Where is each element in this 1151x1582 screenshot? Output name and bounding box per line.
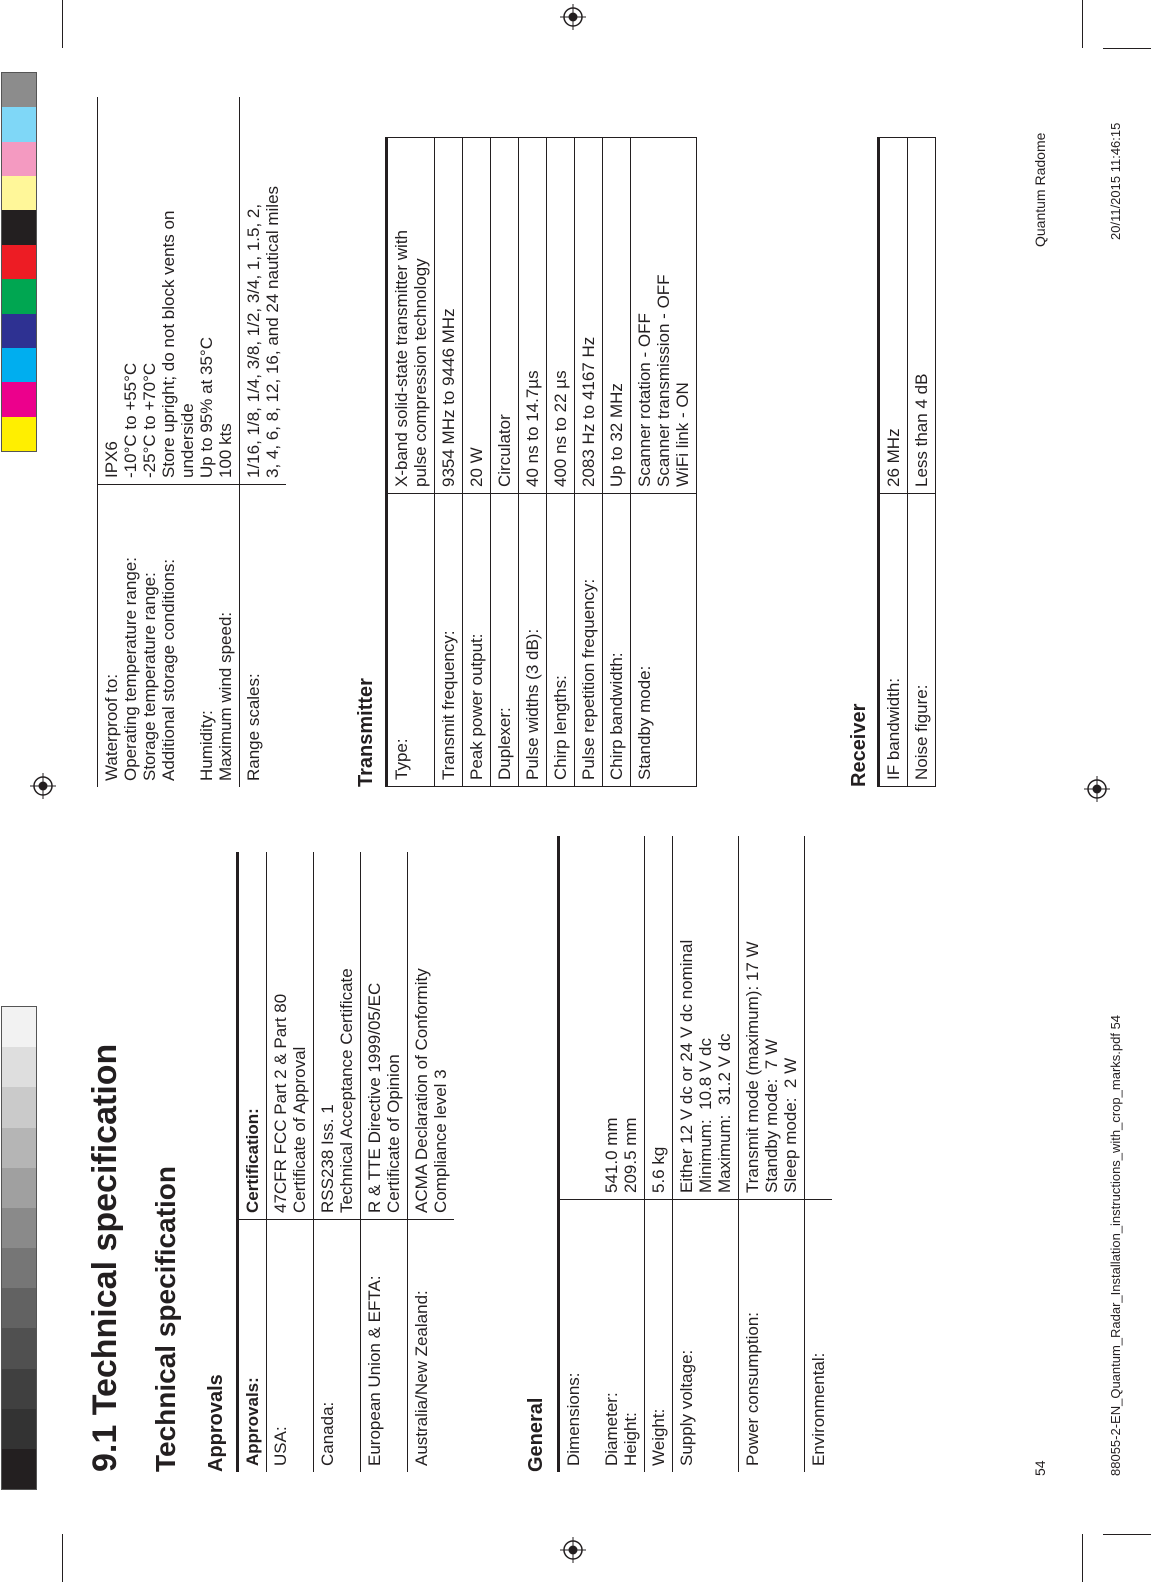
row-value: RSS238 Iss. 1 Technical Acceptance Certificate xyxy=(318,968,356,1213)
receiver-table xyxy=(877,137,936,787)
table-cell xyxy=(805,1200,833,1473)
table-cell xyxy=(240,97,287,485)
table-cell xyxy=(575,138,603,494)
row-label: Peak power output: xyxy=(467,633,486,780)
receiver-heading: Receiver xyxy=(848,703,870,787)
print-timestamp: 20/11/2015 11:46:15 xyxy=(1108,122,1123,240)
table-cell xyxy=(463,494,491,787)
row-label: Power consumption: xyxy=(743,1311,762,1466)
row-label: European Union & EFTA: xyxy=(365,1275,384,1466)
table-cell xyxy=(879,494,908,787)
row-label: Chirp lengths: xyxy=(551,675,570,780)
row-value: 1/16, 1/8, 1/4, 3/8, 1/2, 3/4, 1, 1.5, 2, 3, 4, 6, 8, 12, 16, and 24 nautical miles xyxy=(244,185,282,478)
row-label: USA: xyxy=(271,1426,290,1466)
table-cell xyxy=(879,138,908,494)
table-cell xyxy=(645,836,673,1200)
row-value: 47CFR FCC Part 2 & Part 80 Certificate of Approval xyxy=(271,993,309,1213)
row-value: Less than 4 dB xyxy=(912,373,931,487)
table-cell xyxy=(519,138,547,494)
table-cell xyxy=(491,494,519,787)
row-value: R & TTE Directive 1999/05/EC Certificate of Opinion xyxy=(365,982,403,1213)
row-value: Up to 32 MHz xyxy=(607,383,626,487)
row-value: 5.6 kg xyxy=(649,1146,668,1193)
transmitter-table xyxy=(385,137,697,787)
table-cell xyxy=(98,485,240,788)
row-label: Duplexer: xyxy=(495,707,514,780)
table-cell xyxy=(238,1220,267,1473)
approvals-header-value: Certification: xyxy=(243,1108,262,1213)
table-cell xyxy=(98,97,240,485)
general-table-continued xyxy=(97,97,286,787)
row-value: 26 MHz xyxy=(884,428,903,487)
row-value: 400 ns to 22 µs xyxy=(551,370,570,487)
row-value: X-band solid-state transmitter with pulse compression technology xyxy=(392,230,430,487)
table-cell xyxy=(547,494,575,787)
table-cell xyxy=(267,1220,314,1473)
row-label: Pulse widths (3 dB): xyxy=(523,628,542,780)
general-table xyxy=(557,836,832,1472)
row-label: Noise figure: xyxy=(912,684,931,780)
table-cell xyxy=(673,836,739,1200)
row-value: 2083 Hz to 4167 Hz xyxy=(579,336,598,487)
row-label: Waterproof to: Operating temperature range: Storage temperature range: Additional storage conditions: Humidity: Maximum wind speed: xyxy=(102,557,235,781)
row-label: Range scales: xyxy=(244,673,263,781)
table-cell xyxy=(240,485,287,788)
row-label: Canada: xyxy=(318,1401,337,1466)
table-cell xyxy=(314,852,361,1220)
table-cell xyxy=(238,852,267,1220)
table-cell xyxy=(559,836,645,1200)
table-cell xyxy=(519,494,547,787)
table-cell xyxy=(463,138,491,494)
row-value: 9354 MHz to 9446 MHz xyxy=(439,308,458,487)
table-cell xyxy=(739,1200,805,1473)
table-cell xyxy=(739,836,805,1200)
row-value: Scanner rotation - OFF Scanner transmission - OFF WiFi link - ON xyxy=(635,274,692,487)
row-label: Dimensions: Diameter: Height: xyxy=(564,1372,640,1466)
table-cell xyxy=(575,494,603,787)
table-cell xyxy=(435,138,463,494)
row-value: Transmit mode (maximum): 17 W Standby mode: 7 W Sleep mode: 2 W xyxy=(743,941,800,1193)
approvals-header-label: Approvals: xyxy=(243,1377,262,1466)
row-label: Supply voltage: xyxy=(677,1349,696,1466)
table-cell xyxy=(361,852,408,1220)
row-value: ACMA Declaration of Conformity Compliance level 3 xyxy=(412,968,450,1213)
table-cell xyxy=(559,1200,645,1473)
table-cell xyxy=(547,138,575,494)
table-cell xyxy=(314,1220,361,1473)
row-label: IF bandwidth: xyxy=(884,677,903,780)
row-label: Weight: xyxy=(649,1408,668,1466)
table-cell xyxy=(361,1220,408,1473)
table-cell xyxy=(673,1200,739,1473)
product-name: Quantum Radome xyxy=(1032,132,1048,247)
table-cell xyxy=(387,138,435,494)
table-cell xyxy=(408,852,455,1220)
row-label: Transmit frequency: xyxy=(439,630,458,780)
print-file-name: 88055-2-EN_Quantum_Radar_Installation_instructions_with_crop_marks.pdf 54 xyxy=(1108,1014,1123,1476)
row-value: 40 ns to 14.7µs xyxy=(523,370,542,487)
row-value: Either 12 V dc or 24 V dc nominal Minimum: 10.8 V dc Maximum: 31.2 V dc xyxy=(677,939,734,1193)
page-number: 54 xyxy=(1032,1460,1048,1476)
table-cell xyxy=(603,494,631,787)
row-value: IPX6 -10°C to +55°C -25°C to +70°C Store upright; do not block vents on underside Up to 95% at 35°C 100 kts xyxy=(102,210,235,478)
table-cell xyxy=(805,836,833,1200)
row-label: Chirp bandwidth: xyxy=(607,652,626,780)
table-cell xyxy=(631,494,697,787)
table-cell xyxy=(387,494,435,787)
row-label: Standby mode: xyxy=(635,665,654,780)
table-cell xyxy=(603,138,631,494)
row-label: Environmental: xyxy=(809,1352,828,1466)
table-cell xyxy=(491,138,519,494)
row-label: Pulse repetition frequency: xyxy=(579,578,598,780)
table-cell xyxy=(435,494,463,787)
table-cell xyxy=(408,1220,455,1473)
row-value: 541.0 mm 209.5 mm xyxy=(602,1117,640,1193)
general-heading: General xyxy=(525,1397,547,1472)
approvals-table xyxy=(236,852,454,1472)
transmitter-heading: Transmitter xyxy=(355,678,377,787)
page-title: 9.1 Technical specification xyxy=(86,1043,124,1472)
row-value: Circulator xyxy=(495,414,514,487)
table-cell xyxy=(645,1200,673,1473)
section-title: Technical specification xyxy=(150,1165,181,1472)
row-value: 20 W xyxy=(467,447,486,487)
table-cell xyxy=(908,494,936,787)
approvals-heading: Approvals xyxy=(205,1374,227,1472)
row-label: Australia/New Zealand: xyxy=(412,1290,431,1466)
row-label: Type: xyxy=(392,738,411,780)
table-cell xyxy=(267,852,314,1220)
table-cell xyxy=(908,138,936,494)
table-cell xyxy=(631,138,697,494)
